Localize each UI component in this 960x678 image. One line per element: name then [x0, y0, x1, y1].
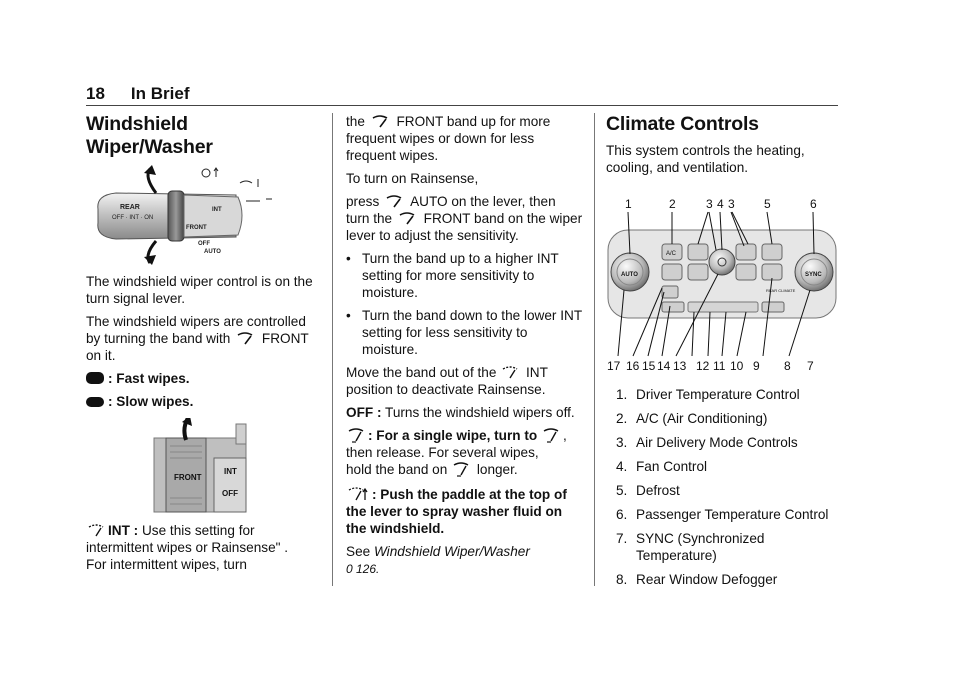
callout-7: 7: [807, 359, 814, 373]
front-band-text-b: FRONT band up for more frequent wipes or down for less frequent wipes.: [346, 114, 551, 163]
stalk-front-label: FRONT: [186, 225, 207, 231]
list-item: 7. SYNC (Synchronized Temperature): [616, 531, 765, 563]
see-reference-title[interactable]: Windshield Wiper/Washer: [373, 544, 530, 559]
list-item: 8. Rear Window Defogger: [616, 572, 778, 587]
callout-3: 3: [706, 197, 713, 211]
wiper-icon: [371, 115, 389, 129]
int-text-continued: For intermittent wipes, turn: [86, 557, 247, 572]
callout-5: 5: [764, 197, 771, 211]
page-header: [86, 84, 189, 104]
deactivate-text: [346, 364, 586, 398]
wiper-stalk-illustration: [86, 165, 318, 265]
callout-1: 1: [625, 197, 632, 211]
wiper-section-title: Windshield Wiper/Washer: [86, 113, 213, 158]
callout-2: 2: [669, 197, 676, 211]
see-label: See: [346, 544, 371, 559]
climate-controls-list: [606, 386, 846, 588]
stalk-rear-label: REAR: [120, 204, 140, 211]
column-wiper: [86, 113, 318, 579]
washer-text: : Push the paddle at the top of the lever to spray washer fluid on the windshield.: [346, 487, 567, 536]
front-band-text: [346, 113, 586, 164]
intermittent-wiper-icon: [88, 524, 104, 538]
mist-text-a: : For a single wipe, turn to: [368, 428, 538, 443]
list-item: 2. A/C (Air Conditioning): [616, 411, 768, 426]
callout-12: 12: [696, 359, 710, 373]
rainsense-turn-b: FRONT band on the wiper lever to adjust the sensitivity.: [346, 211, 583, 243]
callout-16: 16: [626, 359, 640, 373]
sync-knob-label: SYNC: [805, 272, 822, 278]
deactivate-text-a: Move the band out of the: [346, 365, 497, 380]
off-text: Turns the windshield wipers off.: [385, 405, 575, 420]
int-text: Use this setting for intermittent wipes or Rainsense" .: [86, 523, 289, 555]
stalk-off-label: OFF: [198, 241, 210, 247]
see-page-ref[interactable]: 0 126.: [346, 562, 380, 576]
page-number: 18: [86, 84, 105, 103]
mist-wiper-icon: [543, 427, 559, 443]
callout-13: 13: [673, 359, 687, 373]
callout-8: 8: [784, 359, 791, 373]
list-item: 3. Air Delivery Mode Controls: [616, 435, 798, 450]
band-front-label: FRONT: [174, 473, 202, 482]
bottom-callouts: [607, 359, 814, 373]
band-off-label: OFF: [222, 489, 238, 498]
section-name: In Brief: [130, 84, 190, 103]
wiper-band-text-b: FRONT on it.: [86, 331, 309, 363]
callout-17: 17: [607, 359, 621, 373]
list-item: • Turn the band up to a higher INT setting for more sensitivity to moisture.: [346, 251, 559, 300]
mist-wiper-icon: [453, 461, 469, 477]
callout-3b: 3: [728, 197, 735, 211]
list-item: 6. Passenger Temperature Control: [616, 507, 829, 522]
wiper-band-illustration: [86, 418, 318, 514]
callout-14: 14: [657, 359, 671, 373]
header-rule: [86, 105, 838, 106]
fast-wipes-item: [86, 370, 318, 387]
column-climate: [606, 113, 846, 595]
fast-wipes-icon: [86, 372, 104, 384]
rainsense-turn-a: turn the: [346, 211, 393, 226]
list-item: • Turn the band down to the lower INT setting for less sensitivity to moisture.: [346, 308, 582, 357]
mist-wiper-icon: [348, 427, 364, 443]
wiper-icon: [236, 332, 254, 346]
int-setting-text: [86, 522, 318, 573]
callout-10: 10: [730, 359, 744, 373]
slow-wipes-icon: [86, 397, 104, 407]
list-item: 5. Defrost: [616, 483, 680, 498]
mist-text-c: hold the band on: [346, 462, 448, 477]
int-label: INT :: [108, 523, 139, 538]
callout-9: 9: [753, 359, 760, 373]
see-reference: [346, 543, 586, 578]
climate-intro-text: This system controls the heating, cooling, and ventilation.: [606, 143, 805, 175]
callout-4: 4: [717, 197, 724, 211]
climate-panel-illustration: [606, 194, 838, 374]
rainsense-intro: To turn on Rainsense,: [346, 171, 479, 186]
auto-knob-label: AUTO: [621, 272, 638, 278]
column-wiper-continued: [346, 113, 586, 584]
rear-climate-label: REAR CLIMATE: [766, 288, 796, 293]
list-item: 1. Driver Temperature Control: [616, 387, 800, 402]
mist-text-b: , then release. For several wipes,: [346, 428, 567, 460]
rainsense-press-text: [346, 193, 586, 244]
wiper-icon: [398, 212, 416, 226]
rainsense-press-b: AUTO on the lever, then: [410, 194, 556, 209]
washer-item: [346, 484, 586, 537]
wiper-band-text: [86, 313, 318, 364]
callout-15: 15: [642, 359, 656, 373]
column-divider-right: [594, 113, 595, 586]
slow-wipes-text: : Slow wipes.: [108, 394, 194, 409]
slow-wipes-item: [86, 393, 318, 410]
off-item: [346, 404, 586, 421]
climate-section-title: Climate Controls: [606, 113, 759, 135]
wiper-location-text: The windshield wiper control is on the turn signal lever.: [86, 274, 313, 306]
callout-6: 6: [810, 197, 817, 211]
fast-wipes-text: : Fast wipes.: [108, 371, 190, 386]
intermittent-wiper-icon: [502, 366, 518, 380]
front-band-text-a: the: [346, 114, 365, 129]
wiper-band-text-a: The windshield wipers are controlled by turning the band with: [86, 314, 306, 346]
ac-button-label: A/C: [666, 251, 677, 257]
washer-fluid-icon: [348, 484, 368, 502]
band-int-label: INT: [224, 467, 237, 476]
top-callouts: [625, 197, 817, 211]
list-item: 4. Fan Control: [616, 459, 708, 474]
column-divider-left: [332, 113, 333, 586]
rainsense-press-a: press: [346, 194, 380, 209]
wiper-icon: [385, 195, 403, 209]
stalk-int-label: INT: [212, 207, 222, 213]
sensitivity-list: [346, 250, 586, 358]
stalk-auto-label: AUTO: [204, 249, 221, 255]
callout-11: 11: [713, 359, 726, 373]
deactivate-text-b: INT position to deactivate Rainsense.: [346, 365, 548, 397]
mist-item: [346, 427, 586, 478]
mist-text-d: longer.: [476, 462, 518, 477]
off-label: OFF :: [346, 405, 382, 420]
stalk-rear-modes: OFF · INT · ON: [112, 215, 154, 221]
